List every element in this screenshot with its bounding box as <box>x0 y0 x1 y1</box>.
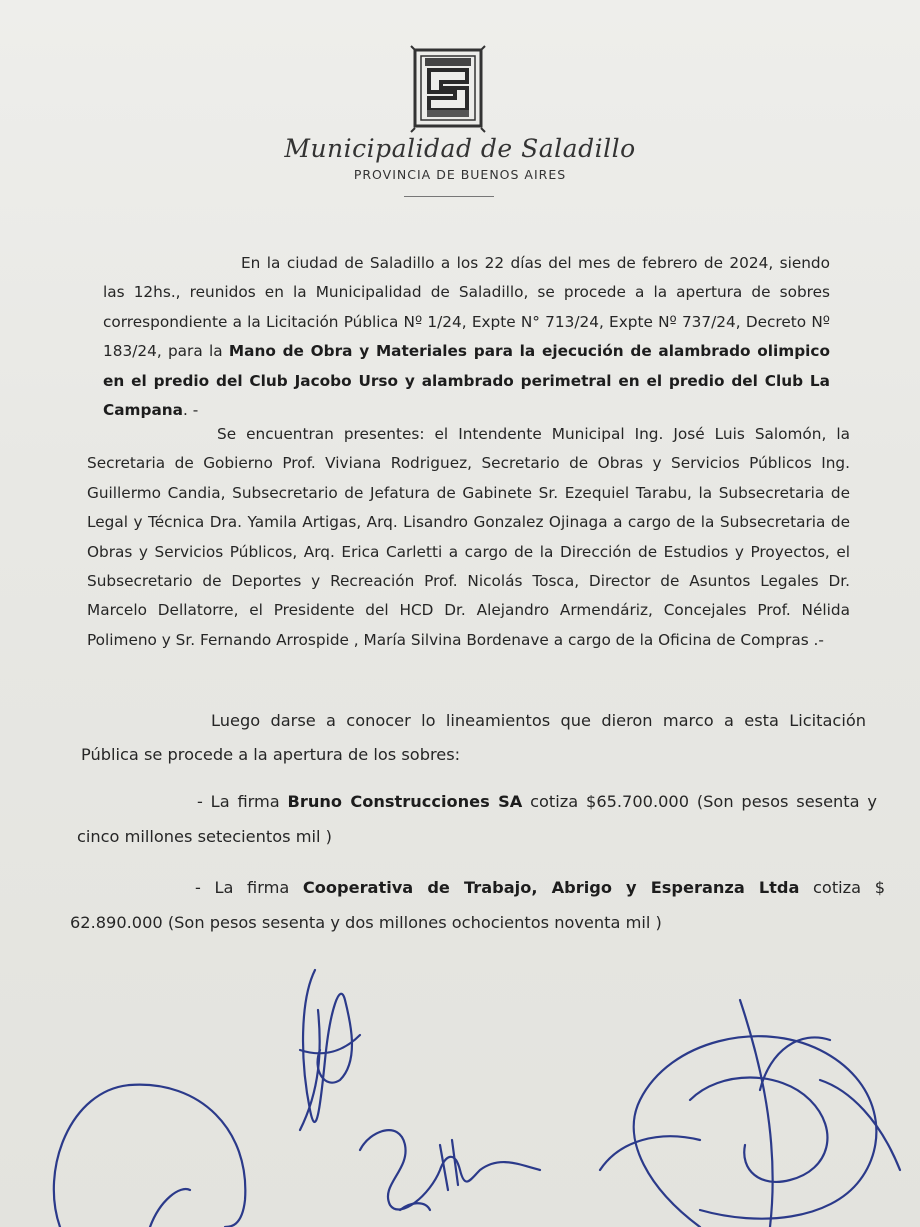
letterhead-divider <box>404 196 494 197</box>
tender-subject: Mano de Obra y Materiales para la ejecución de alambrado olimpico en el predio del Club Jacobo Urso y alambrado perimetral en el predio del Club La Campana <box>103 342 830 420</box>
bid-item-bruno <box>77 784 877 854</box>
bidder-name: Bruno Construcciones SA <box>287 792 523 811</box>
signature-right <box>634 1036 877 1227</box>
handwritten-signatures <box>0 940 920 1227</box>
bid-prefix: - La firma <box>195 878 303 897</box>
bidder-name: Cooperativa de Trabajo, Abrigo y Esperanza Ltda <box>302 878 800 897</box>
bid-item-cooperativa <box>70 870 885 940</box>
bid-amount: cotiza $65.700.000 (Son pesos sesenta y cinco millones setecientos mil ) <box>77 792 877 846</box>
opening-end: . - <box>182 401 199 420</box>
signature-center <box>360 1130 540 1209</box>
municipal-seal-emblem <box>403 44 493 134</box>
bid-prefix: - La firma <box>197 792 288 811</box>
attendees-paragraph: Se encuentran presentes: el Intendente Municipal Ing. José Luis Salomón, la Secretaria de Gobierno Prof. Viviana Rodriguez, Secretario de Obras y Servicios Públicos Ing. Guillermo Candia, Subsecretario de Jefatura de Gabinete Sr. Ezequiel Tarabu, la Subsecretaria de Legal y Técnica Dra. Yamila Artigas, Arq. Lisandro Gonzalez Ojinaga a cargo de la Subsecretaria de Obras y Servicios Públicos, Arq. Erica Carletti a cargo de la Dirección de Estudios y Proyectos, el Subsecretario de Deportes y Recreación Prof. Nicolás Tosca, Director de Asuntos Legales Dr. Marcelo Dellatorre, el Presidente del HCD Dr. Alejandro Armendáriz, Concejales Prof. Nélida Polimeno y Sr. Fernando Arrospide , María Silvina Bordenave a cargo de la Oficina de Compras .- <box>87 425 850 649</box>
opening-paragraph <box>103 249 830 425</box>
municipality-name: Municipalidad de Saladillo <box>284 134 636 163</box>
bid-amount: cotiza $ 62.890.000 (Son pesos sesenta y dos millones ochocientos noventa mil ) <box>70 878 885 932</box>
opening-text: En la ciudad de Saladillo a los 22 días del mes de febrero de 2024, siendo las 12hs., reunidos en la Municipalidad de Saladillo, se procede a la apertura de sobres correspondiente a la Licitación Pública Nº 1/24, Expte N° 713/24, Expte Nº 737/24, Decreto Nº 183/24, para la <box>103 254 830 361</box>
signature-left <box>54 1085 246 1227</box>
procedure-paragraph: Luego darse a conocer lo lineamientos que dieron marco a esta Licitación Pública se procede a la apertura de los sobres: <box>81 711 866 764</box>
province-name: PROVINCIA DE BUENOS AIRES <box>353 167 567 182</box>
